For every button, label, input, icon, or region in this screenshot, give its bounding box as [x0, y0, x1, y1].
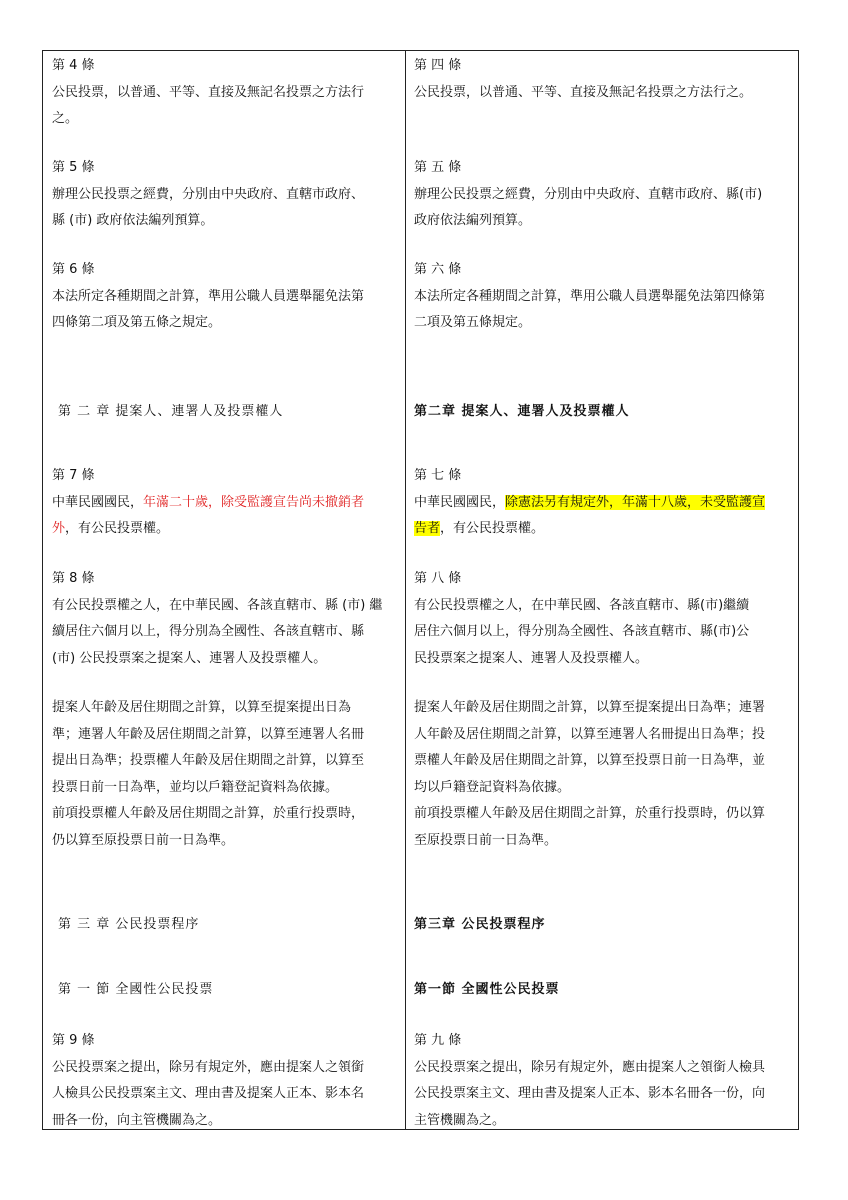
article-text: 公民投票，以普通、平等、直接及無記名投票之方法行之。: [414, 84, 753, 100]
left-article-6: [52, 257, 396, 337]
article-text: 縣 (市) 政府依法編列預算。: [52, 213, 214, 228]
right-article-4: [414, 53, 790, 106]
article-title: 第 7 條: [52, 468, 95, 483]
left-article-4: [52, 53, 396, 133]
article-text: 至原投票日前一日為準。: [414, 832, 558, 848]
article-title: 第 八 條: [414, 571, 462, 586]
article-text: 冊各一份，向主管機關為之。: [52, 1112, 222, 1128]
article-text: 之。: [52, 111, 79, 126]
article-text: 人檢具公民投票案主文、理由書及提案人正本、影本名: [52, 1086, 365, 1101]
left-chapter-2-heading: [52, 399, 396, 426]
article-title: 第 七 條: [414, 468, 462, 483]
article-text: [52, 516, 396, 543]
article-text: (市) 公民投票案之提案人、連署人及投票權人。: [52, 650, 327, 666]
right-column: [414, 51, 790, 1129]
article-text: 準；連署人年齡及居住期間之計算，以算至連署人名冊: [52, 726, 365, 742]
article-text: [414, 490, 790, 517]
article-text: 有公民投票權之人，在中華民國、各該直轄市、縣 (市) 繼: [52, 597, 383, 613]
deleted-text: 外: [52, 521, 66, 536]
left-article-8-para-2: [52, 695, 396, 854]
article-text: 前項投票權人年齡及居住期間之計算，於重行投票時，仍以算: [414, 806, 766, 821]
chapter-heading: 第 二 章 提案人、連署人及投票權人: [58, 404, 284, 419]
text-segment: 中華民國國民，: [52, 494, 144, 510]
article-title: 第 四 條: [414, 58, 462, 73]
text-segment: ，有公民投票權。: [65, 521, 170, 536]
article-title: 第 9 條: [52, 1033, 95, 1048]
right-article-5: [414, 155, 790, 235]
article-title: 第 4 條: [52, 58, 95, 73]
right-article-6: [414, 257, 790, 337]
article-text: 票權人年齡及居住期間之計算，以算至投票日前一日為準，並: [414, 753, 766, 768]
article-text: 均以戶籍登記資料為依據。: [414, 779, 571, 795]
text-segment: ，有公民投票權。: [440, 521, 545, 536]
chapter-heading: 第三章 公民投票程序: [414, 917, 546, 932]
right-article-7: [414, 463, 790, 543]
article-text: 前項投票權人年齡及居住期間之計算，於重行投票時，: [52, 806, 365, 821]
article-text: 有公民投票權之人，在中華民國、各該直轄市、縣(市)繼續: [414, 597, 750, 613]
article-text: 提案人年齡及居住期間之計算，以算至提案提出日為: [52, 700, 352, 715]
article-text: 仍以算至原投票日前一日為準。: [52, 832, 235, 848]
article-text: [52, 490, 396, 517]
column-divider: [405, 51, 406, 1129]
right-chapter-2-heading: [414, 399, 790, 426]
left-article-9: [52, 1028, 396, 1134]
article-text: 居住六個月以上，得分別為全國性、各該直轄市、縣(市)公: [414, 624, 750, 639]
article-text: 本法所定各種期間之計算，準用公職人員選舉罷免法第: [52, 288, 365, 304]
right-article-9: [414, 1028, 790, 1134]
article-title: 第 8 條: [52, 571, 95, 586]
right-article-8: [414, 566, 790, 672]
left-section-1-heading: [52, 977, 396, 1004]
article-text: 公民投票案之提出，除另有規定外，應由提案人之領銜: [52, 1059, 365, 1075]
article-text: 提案人年齡及居住期間之計算，以算至提案提出日為準；連署: [414, 700, 766, 715]
article-text: 四條第二項及第五條之規定。: [52, 315, 222, 330]
article-title: 第 6 條: [52, 262, 95, 277]
article-text: 公民投票，以普通、平等、直接及無記名投票之方法行: [52, 84, 365, 100]
article-text: 主管機關為之。: [414, 1112, 506, 1128]
article-text: 公民投票案主文、理由書及提案人正本、影本名冊各一份，向: [414, 1086, 766, 1101]
section-heading: 第 一 節 全國性公民投票: [58, 982, 214, 997]
article-text: 二項及第五條規定。: [414, 315, 532, 330]
article-title: 第 5 條: [52, 160, 95, 175]
right-article-8-para-2: [414, 695, 790, 854]
right-section-1-heading: [414, 977, 790, 1004]
article-text: 人年齡及居住期間之計算，以算至連署人名冊提出日為準；投: [414, 726, 766, 742]
section-heading: 第一節 全國性公民投票: [414, 982, 560, 997]
deleted-text: 年滿二十歲，除受監護宣告尚未撤銷者: [143, 494, 365, 510]
left-article-7: [52, 463, 396, 543]
article-text: 民投票案之提案人、連署人及投票權人。: [414, 650, 649, 666]
article-text: [414, 516, 790, 543]
left-chapter-3-heading: [52, 912, 396, 939]
left-article-8: [52, 566, 396, 672]
amended-text: 告者: [414, 521, 441, 536]
article-text: 辦理公民投票之經費，分別由中央政府、直轄市政府、縣(市): [414, 186, 763, 202]
article-text: 本法所定各種期間之計算，準用公職人員選舉罷免法第四條第: [414, 288, 766, 304]
article-text: 政府依法編列預算。: [414, 213, 532, 228]
left-column: [52, 51, 396, 1129]
article-text: 公民投票案之提出，除另有規定外，應由提案人之領銜人檢具: [414, 1059, 766, 1075]
chapter-heading: 第 三 章 公民投票程序: [58, 917, 200, 932]
article-text: 辦理公民投票之經費，分別由中央政府、直轄市政府、: [52, 186, 365, 202]
left-article-5: [52, 155, 396, 235]
text-segment: 中華民國國民，: [414, 494, 506, 510]
article-text: 續居住六個月以上，得分別為全國性、各該直轄市、縣: [52, 624, 365, 639]
article-title: 第 六 條: [414, 262, 462, 277]
article-text: 提出日為準；投票權人年齡及居住期間之計算，以算至: [52, 753, 365, 768]
chapter-heading: 第二章 提案人、連署人及投票權人: [414, 404, 630, 419]
article-title: 第 五 條: [414, 160, 462, 175]
right-chapter-3-heading: [414, 912, 790, 939]
amended-text: 除憲法另有規定外，年滿十八歲，未受監護宣: [505, 494, 766, 510]
article-title: 第 九 條: [414, 1033, 462, 1048]
article-text: 投票日前一日為準，並均以戶籍登記資料為依據。: [52, 779, 339, 795]
comparison-table: [42, 50, 799, 1130]
